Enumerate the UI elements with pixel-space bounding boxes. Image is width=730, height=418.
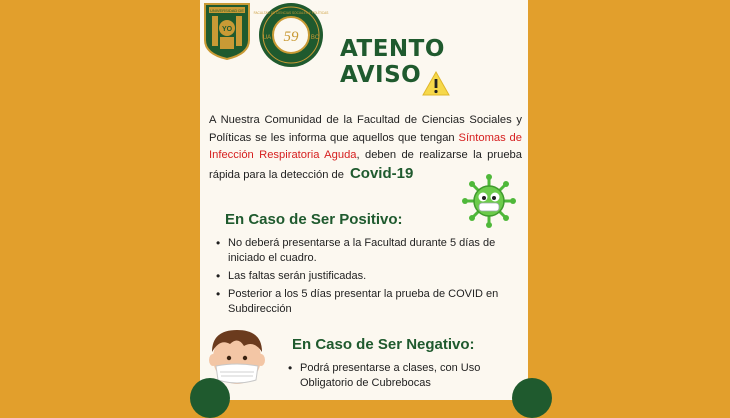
seal-ring-text: FACULTAD DE CIENCIAS SOCIALES Y POLÍTICAS bbox=[253, 11, 329, 15]
negative-heading: En Caso de Ser Negativo: bbox=[292, 336, 475, 353]
list-item: • No deberá presentarse a la Facultad durante 5 días de iniciado el cuadro. bbox=[216, 236, 526, 266]
positive-heading: En Caso de Ser Positivo: bbox=[225, 211, 403, 228]
positive-list bbox=[216, 236, 526, 320]
list-item: • Las faltas serán justificadas. bbox=[216, 269, 526, 284]
list-item: • Posterior a los 5 días presentar la prueba de COVID en Subdirección bbox=[216, 287, 526, 317]
faculty-seal-icon bbox=[253, 2, 329, 68]
university-seal-icon bbox=[203, 2, 251, 60]
negative-list bbox=[288, 361, 520, 394]
seal-left-letters: UA bbox=[262, 35, 272, 41]
seal-number: 59 bbox=[283, 29, 299, 45]
seal-right-letters: BC bbox=[310, 35, 320, 41]
seal-banner-text: UNIVERSIDAD DE bbox=[209, 8, 245, 13]
list-item: • Podrá presentarse a clases, con Uso Obligatorio de Cubrebocas bbox=[288, 361, 520, 391]
symptoms-highlight: Síntomas de Infección Respiratoria Aguda bbox=[209, 131, 523, 161]
virus-icon bbox=[461, 173, 517, 229]
intro-text-before: A Nuestra Comunidad de la Facultad de Ciencias Sociales y Políticas se les informa que aquellos que tengan bbox=[209, 114, 522, 144]
decorative-corner bbox=[512, 378, 552, 418]
page-title: ATENTO AVISO bbox=[340, 36, 445, 88]
seal-badge-text: YO bbox=[221, 26, 233, 33]
warning-icon bbox=[421, 70, 451, 97]
covid-label: Covid-19 bbox=[349, 164, 414, 182]
intro-text-after: , deben de realizarse la prueba rápida para la detección de bbox=[209, 149, 522, 181]
decorative-corner bbox=[190, 378, 230, 418]
